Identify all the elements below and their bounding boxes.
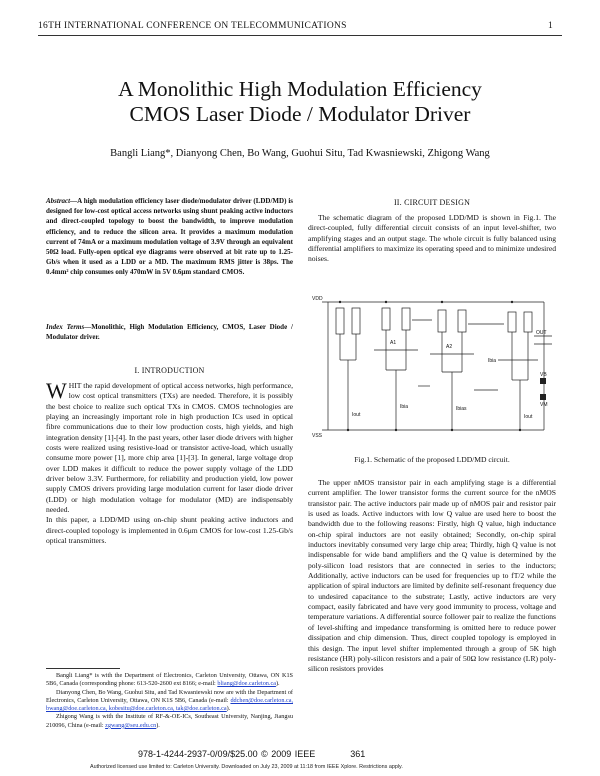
- intro-paragraph-1: WHIT the rapid development of optical access networks, high performance, low cost optical transmitters (TXs) are needed. Therefore, it is possibly the best choice to realize such optical TXs in CMOS. CMOS technologies are playing an increasingly important role in high production ICs used in optical fibre communications due to their low production costs, high yields, and high integration density [1]-[4]. In the past years, other laser diode drivers with higher costs were realized using resistive-load or transistor active-load, which usually consume more power [1], more chip area [1]-[3]. In general, large voltage drop over LDD makes it difficult to reduce the power supply voltage of the LDD driver below 3.3V. Furthermore, for reliability and production yield, low power supply CMOS drivers providing large modulation current for laser diode driver (LDD) or high modulation voltage for modulator (MD) are indispensably needed.: [46, 378, 293, 515]
- index-terms-label: Index Terms—: [46, 323, 92, 331]
- email-link[interactable]: ddchen@doe.carleton.ca, bwang@doe.carleton.ca, kobesitu@doe.carleton.ca, tak@doe.carleton.ca: [46, 696, 293, 713]
- figure-caption: Fig.1. Schematic of the proposed LDD/MD circuit.: [354, 455, 510, 464]
- footnotes: [46, 672, 293, 730]
- label-a2: A2: [446, 344, 453, 350]
- abstract-text: A high modulation efficiency laser diode/modulator driver (LDD/MD) is designed for low-cost optical access networks using shunt peaking active inductors and direct-coupled topology to boost the bandwidth, to improve modulation efficiency, and to reduce the silicon area. It provides a maximum modulation current of 74mA or a maximum modulation voltage of 3.9V through an equivalent 50Ω load. Fully-open optical eye diagrams were observed at bit rate up to 1.25-Gb/s when it used as a LDD or a MD. The maximum RMS jitter is 38ps. The 0.4mm² chip consumes only 470mW in 5V 0.6μm standard CMOS.: [46, 197, 293, 277]
- circuit-design-paragraph-1: The schematic diagram of the proposed LDD/MD is shown in Fig.1. The direct-coupled, fully differential circuit consists of an input level-shifter, two amplifying stages and an output stage. The whole circuit is fully balanced using differential amplifiers to maximize its operating speed and to minimize undesired noises.: [308, 213, 556, 264]
- paper-title-line2: CMOS Laser Diode / Modulator Driver: [129, 102, 471, 126]
- page-number: 1: [548, 21, 553, 31]
- footnote-2: Dianyong Chen, Bo Wang, Guohui Situ, and Tad Kwasniewski now are with the Department of Electronics, Carleton University, Ottawa, ON K1S 5B6, Canada (e-mail: ddchen@doe.carleton.ca, bwang@doe.carleton.ca, kobesitu@doe.carleton.ca, tak@doe.carleton.ca).: [46, 688, 293, 713]
- label-vdd: VDD: [312, 296, 323, 302]
- conference-header: 16TH INTERNATIONAL CONFERENCE ON TELECOMMUNICATIONS: [38, 21, 347, 31]
- footer-isbn: 978-1-4244-2937-0/09/$25.00 © 2009 IEEE 361: [138, 749, 366, 759]
- email-link[interactable]: bliang@doe.carleton.ca: [217, 680, 276, 688]
- footnote-3: Zhigong Wang is with the Institute of RF-&-OE-ICs, Southeast University, Nanjing, Jiangsu 210096, China (e-mail: zgwang@seu.edu.cn).: [46, 713, 293, 729]
- abstract-label: Abstract—: [46, 197, 78, 205]
- introduction-body: [46, 378, 293, 547]
- index-terms-text: Monolithic, High Modulation Efficiency, CMOS, Laser Diode / Modulator driver.: [46, 323, 293, 342]
- index-terms: [46, 322, 293, 342]
- footer-license: Authorized licensed use limited to: Carleton University. Downloaded on July 23, 2009 at 11:18 from IEEE Xplore. Restrictions apply.: [90, 764, 403, 770]
- label-iout-2: Iout: [524, 414, 533, 420]
- label-a1: A1: [390, 340, 397, 346]
- footnote-rule: [46, 668, 120, 669]
- schematic-figure: [308, 290, 556, 440]
- circuit-design-paragraph-2: The upper nMOS transistor pair in each amplifying stage is a differential current amplifier. The lower transistor forms the current source for the nMOS transistor pair. The active inductors pair made up of nMOS pair and resistor pair is used as loads. Active inductors with low Q value are used here to boost the bandwidth due to the following reasons: Firstly, high Q value, high inductance on-chip spiral inductors are not easily obtained; Secondly, on-chip spiral inductors inevitably consumed very large chip area; Thirdly, high Q value is not indispensable for wide band amplifiers and the Q value is determined by the poly-silicon load resistors that are connected in series to the inductors; Additionally, active inductors can be used for frequencies up to fT/2 while the application of spiral inductors are limited by definite self-resonant frequency due to undesired capacitance to the substrate; Lastly, active inductors are very compact, easily fabricated and have very good immunity to process, voltage and temperature variations. A differential source follower pair to realize the functions of level-shifting and impedance transforming is omitted here to reduce power dissipation and chip dimension. Thus, direct coupled topology is employed in this design. The input level shifter implemented through a group of 5K high resistance (HR) poly-silicon resistors and a pair of 50Ω low resistance (LR) poly-silicon resistors provides: [308, 478, 556, 674]
- dropcap: W: [46, 378, 67, 403]
- label-vss: VSS: [312, 433, 323, 439]
- paper-title-line1: A Monolithic High Modulation Efficiency: [118, 77, 482, 101]
- label-out: OUT: [536, 330, 547, 336]
- footnote-1: Bangli Liang* is with the Department of Electronics, Carleton University, Ottawa, ON K1S 5B6, Canada (corresponding phone: 613-520-2600 ext 8166; e-mail: bliang@doe.carleton.ca).: [46, 672, 293, 688]
- author-list: Bangli Liang*, Dianyong Chen, Bo Wang, Guohui Situ, Tad Kwasniewski, Zhigong Wang: [110, 148, 490, 159]
- section-heading-circuit-design: II. CIRCUIT DESIGN: [393, 198, 471, 207]
- intro-paragraph-2: In this paper, a LDD/MD using on-chip shunt peaking active inductors and direct-coupled topology is implemented in 0.6μm CMOS for low-cost 1.25-Gb/s optical transmitters.: [46, 515, 293, 546]
- section-heading-introduction: I. INTRODUCTION: [134, 366, 205, 375]
- label-iout-1: Iout: [352, 412, 361, 418]
- label-ibia-2: Ibia: [488, 358, 497, 364]
- label-vm: VM: [540, 402, 548, 408]
- abstract: [46, 196, 293, 278]
- label-ibia-1: Ibia: [400, 404, 409, 410]
- schematic-wiring: [322, 302, 552, 430]
- schematic-nodes: [339, 301, 546, 431]
- footer-page-number: 361: [350, 749, 366, 759]
- label-vb: VB: [540, 372, 547, 378]
- header-rule: [38, 35, 562, 36]
- label-ibias: Ibias: [456, 406, 467, 412]
- email-link[interactable]: zgwang@seu.edu.cn: [105, 721, 157, 729]
